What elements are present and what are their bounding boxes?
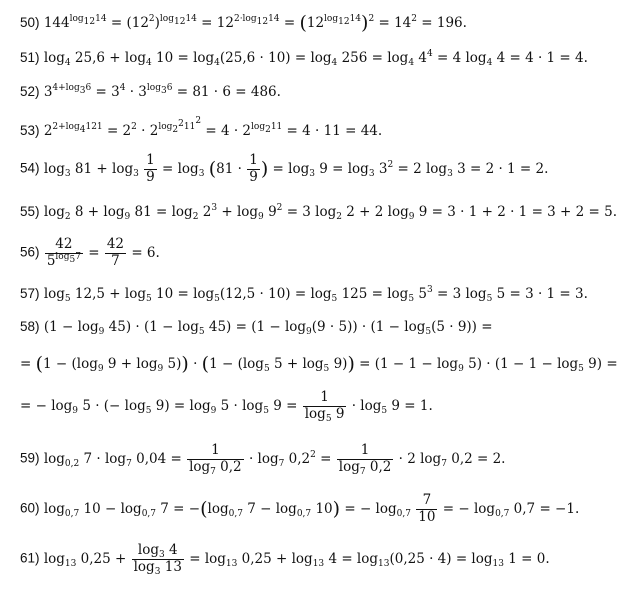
problem-number: 60) [20, 500, 40, 516]
equation: $3^{4+log_36} = 3^4 \cdot 3^{log_36} = 81 \cdot 6 = 486$. [43, 83, 281, 100]
equation: = − $\log_9 5$ · (− $\log_5 9) = \log_9 5 \cdot \log_5 9$ = $\frac{1}{\log_5 9}$ · $\log_5 9 = 1$. [20, 389, 433, 424]
equation: $\log_5 12,5 + \log_5 10 = \log_5(12,5 \cdot 10) = \log_5 125 = \log_5 5^3 = 3$ $\log_5 5 = 3 \cdot 1 = 3$. [43, 285, 588, 304]
equation: $(1 - \log_9 45) \cdot (1 - \log_5 45) = (1 - \log_9(9 \cdot 5)) \cdot (1 - \log_5(5 \cdot 9))$ = [43, 319, 493, 337]
problem-54 [20, 153, 548, 185]
problem-number: 58) [20, 319, 40, 334]
problem-number: 61) [20, 550, 40, 566]
equation: $\frac{42}{5^{log_57}}$ = $\frac{42}{7}$ = 6. [46, 236, 160, 269]
problem-number: 52) [20, 84, 40, 99]
problem-number: 50) [20, 15, 40, 30]
problem-number: 53) [20, 123, 40, 138]
problem-57 [20, 287, 588, 302]
problem-58 [20, 320, 493, 335]
problem-56 [20, 237, 160, 269]
problem-number: 54) [20, 160, 40, 176]
problem-58-result [20, 390, 433, 422]
equation: $\log_{0,7} 10 - \log_{0,7} 7 = -(\log_{0,7}$ $7 - \log_{0,7} 10$) = − $\log_{0,7}$ $\frac{7}{10}$ = − $\log_{0,7} 0,7 = -1$. [43, 492, 580, 525]
problem-number: 59) [20, 450, 40, 466]
problem-50 [20, 14, 467, 33]
equation: $\log_{13} 0,25$ + $\frac{\log_3 4}{\log_3 13}$ = $\log_{13} 0,25 + \log_{13} 4 = \log_{13}(0,25 \cdot 4) = \log_{13} 1 = 0$. [43, 542, 550, 577]
problem-number: 57) [20, 286, 40, 301]
problem-number: 55) [20, 204, 40, 219]
equation: $\log_2 8 + \log_9 81 = \log_2 2^3 + \log_9 9^2 = 3$ $\log_2 2 + 2$ $\log_9 9 = 3 \cdot 1 + 2 \cdot 1 = 3 + 2 = 5$. [43, 203, 618, 222]
equation: $144^{log_{12}14} = (12^2)^{log_{12}14} = 12^{2\cdot log_{12}14} = (12^{log_{12}14})^2 = 14^2 = 196$. [43, 12, 467, 34]
equation: = ($1 - (\log_9$ $9 + \log_9 5)) \cdot (1 - (\log_5$ $5 + \log_5 9)) = (1 - 1 - \log_9 5) \cdot (1 - 1 - \log_5 9)$ = [20, 353, 618, 375]
problem-58-continued [20, 355, 618, 374]
problem-number: 56) [20, 244, 40, 260]
problem-52 [20, 85, 281, 100]
equation: $\log_{0,2} 7 \cdot \log_7 0,04$ = $\frac{1}{\log_7 0,2}$ · $\log_7 0,2^2$ = $\frac{1}{\log_7 0,2}$ · 2 $\log_7 0,2 = 2$. [43, 442, 506, 477]
equation: $\log_3 81 + \log_3$ $\frac{1}{9}$ = $\log_3 (81$ · $\frac{1}{9}$ ) = $\log_3 9 = \log_3 3^2 = 2$ $\log_3 3 = 2 \cdot 1 = 2$. [43, 152, 549, 185]
problem-53 [20, 116, 383, 139]
problem-number: 51) [20, 50, 40, 65]
problem-51 [20, 51, 588, 66]
equation: $\log_4 25,6 + \log_4 10 = \log_4(25,6 \cdot 10) = \log_4 256 = \log_4 4^4 = 4$ $\log_4 4 = 4 \cdot 1 = 4$. [43, 49, 588, 68]
problem-61 [20, 543, 550, 575]
problem-60 [20, 493, 579, 525]
problem-59 [20, 443, 505, 475]
equation: $2^{2+log_4121} = 2^2 \cdot 2^{log_{2^2}11^2} = 4 \cdot 2^{log_211} = 4 \cdot 11 = 44$. [43, 116, 383, 139]
problem-55 [20, 205, 617, 220]
